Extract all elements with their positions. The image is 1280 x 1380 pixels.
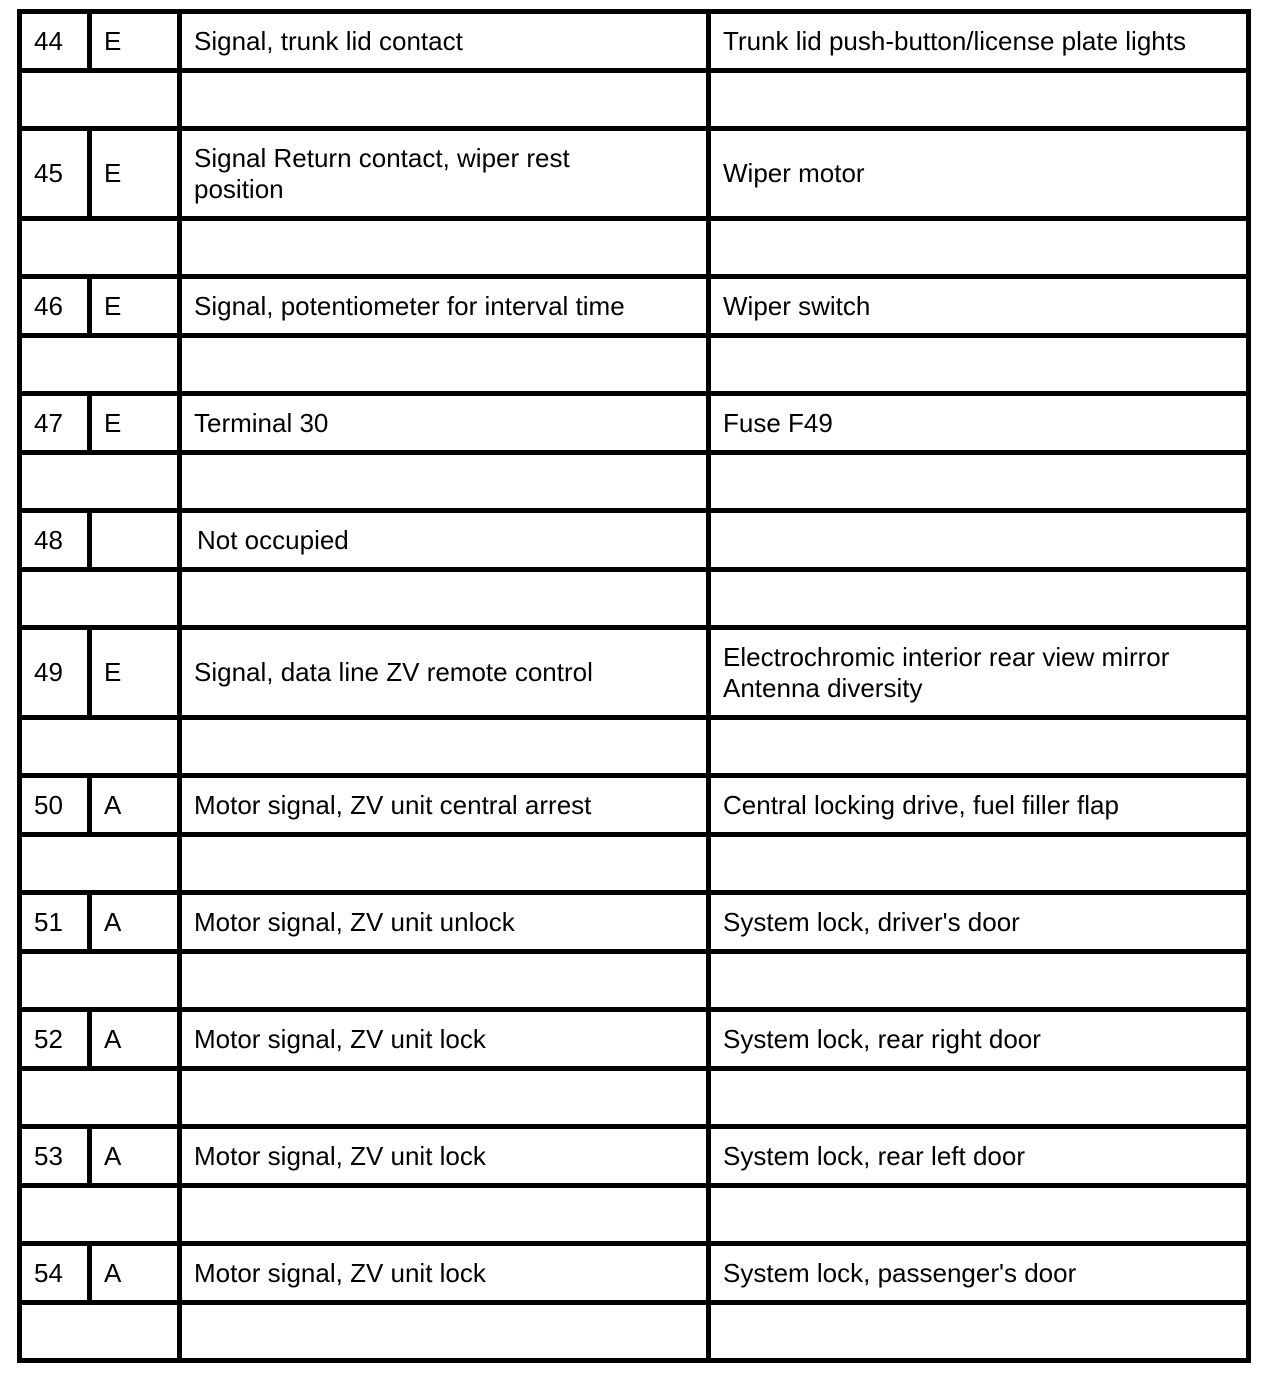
spacer-row xyxy=(20,336,1249,394)
spacer-cell xyxy=(180,570,709,628)
spacer-row xyxy=(20,570,1249,628)
spacer-cell xyxy=(20,1186,180,1244)
spacer-cell xyxy=(180,952,709,1010)
spacer-cell xyxy=(709,1303,1249,1361)
pin-number: 49 xyxy=(20,628,90,718)
spacer-row xyxy=(20,835,1249,893)
spacer-cell xyxy=(20,718,180,776)
pin-number: 50 xyxy=(20,776,90,835)
signal-direction: E xyxy=(90,129,180,219)
spacer-row xyxy=(20,1303,1249,1361)
signal-direction: E xyxy=(90,277,180,336)
spacer-row xyxy=(20,952,1249,1010)
signal-description: Motor signal, ZV unit central arrest xyxy=(180,776,709,835)
signal-description: Terminal 30 xyxy=(180,394,709,453)
pin-number: 51 xyxy=(20,893,90,952)
connected-component xyxy=(709,511,1249,570)
spacer-cell xyxy=(20,219,180,277)
pin-number: 44 xyxy=(20,12,90,71)
spacer-cell xyxy=(180,718,709,776)
table-row xyxy=(20,12,1249,71)
table-row xyxy=(20,277,1249,336)
connected-component: Central locking drive, fuel filler flap xyxy=(709,776,1249,835)
spacer-row xyxy=(20,1069,1249,1127)
signal-direction: A xyxy=(90,893,180,952)
signal-description xyxy=(180,129,709,219)
spacer-cell xyxy=(20,835,180,893)
table-row xyxy=(20,1010,1249,1069)
signal-description xyxy=(180,511,709,570)
spacer-cell xyxy=(709,453,1249,511)
spacer-cell xyxy=(709,718,1249,776)
signal-description: Signal, trunk lid contact xyxy=(180,12,709,71)
connected-component: Wiper switch xyxy=(709,277,1249,336)
spacer-cell xyxy=(180,453,709,511)
spacer-cell xyxy=(20,453,180,511)
signal-direction: A xyxy=(90,776,180,835)
pin-number: 54 xyxy=(20,1244,90,1303)
signal-description: Motor signal, ZV unit lock xyxy=(180,1127,709,1186)
pin-number: 48 xyxy=(20,511,90,570)
spacer-cell xyxy=(709,835,1249,893)
connected-component: System lock, rear right door xyxy=(709,1010,1249,1069)
spacer-cell xyxy=(709,336,1249,394)
signal-direction xyxy=(90,511,180,570)
signal-description: Motor signal, ZV unit lock xyxy=(180,1244,709,1303)
signal-direction: A xyxy=(90,1010,180,1069)
connected-component: Trunk lid push-button/license plate lights xyxy=(709,12,1249,71)
signal-direction: A xyxy=(90,1244,180,1303)
table-row xyxy=(20,1127,1249,1186)
spacer-row xyxy=(20,71,1249,129)
connected-component xyxy=(709,628,1249,718)
connected-component: Fuse F49 xyxy=(709,394,1249,453)
spacer-cell xyxy=(180,219,709,277)
table-row xyxy=(20,129,1249,219)
pin-number: 53 xyxy=(20,1127,90,1186)
spacer-cell xyxy=(180,71,709,129)
signal-direction: A xyxy=(90,1127,180,1186)
spacer-cell xyxy=(20,1303,180,1361)
spacer-cell xyxy=(20,952,180,1010)
signal-description: Signal, potentiometer for interval time xyxy=(180,277,709,336)
connected-component: Wiper motor xyxy=(709,129,1249,219)
signal-description: Signal, data line ZV remote control xyxy=(180,628,709,718)
pin-assignment-table xyxy=(17,9,1251,1363)
spacer-cell xyxy=(709,570,1249,628)
signal-direction: E xyxy=(90,628,180,718)
spacer-cell xyxy=(20,1069,180,1127)
spacer-row xyxy=(20,1186,1249,1244)
spacer-cell xyxy=(180,336,709,394)
signal-description-line: position xyxy=(194,173,284,204)
spacer-cell xyxy=(180,835,709,893)
table-row xyxy=(20,394,1249,453)
table-row xyxy=(20,511,1249,570)
signal-description-line: Signal Return contact, wiper rest xyxy=(194,142,570,173)
spacer-cell xyxy=(20,71,180,129)
spacer-row xyxy=(20,219,1249,277)
spacer-cell xyxy=(20,336,180,394)
spacer-cell xyxy=(180,1069,709,1127)
spacer-cell xyxy=(709,1186,1249,1244)
connected-component-line: Electrochromic interior rear view mirror xyxy=(723,641,1170,672)
spacer-cell xyxy=(180,1303,709,1361)
spacer-cell xyxy=(709,1069,1249,1127)
signal-description-text: Not occupied xyxy=(197,524,349,555)
table-row xyxy=(20,893,1249,952)
spacer-cell xyxy=(709,219,1249,277)
pin-number: 52 xyxy=(20,1010,90,1069)
signal-description: Motor signal, ZV unit unlock xyxy=(180,893,709,952)
signal-direction: E xyxy=(90,12,180,71)
connected-component: System lock, passenger's door xyxy=(709,1244,1249,1303)
pin-number: 46 xyxy=(20,277,90,336)
spacer-cell xyxy=(709,71,1249,129)
signal-direction: E xyxy=(90,394,180,453)
pin-number: 45 xyxy=(20,129,90,219)
spacer-row xyxy=(20,453,1249,511)
table-row xyxy=(20,1244,1249,1303)
spacer-cell xyxy=(709,952,1249,1010)
connected-component: System lock, driver's door xyxy=(709,893,1249,952)
pin-number: 47 xyxy=(20,394,90,453)
table-row xyxy=(20,628,1249,718)
table-row xyxy=(20,776,1249,835)
signal-description: Motor signal, ZV unit lock xyxy=(180,1010,709,1069)
spacer-row xyxy=(20,718,1249,776)
spacer-cell xyxy=(20,570,180,628)
connected-component: System lock, rear left door xyxy=(709,1127,1249,1186)
spacer-cell xyxy=(180,1186,709,1244)
connected-component-line: Antenna diversity xyxy=(723,672,923,703)
